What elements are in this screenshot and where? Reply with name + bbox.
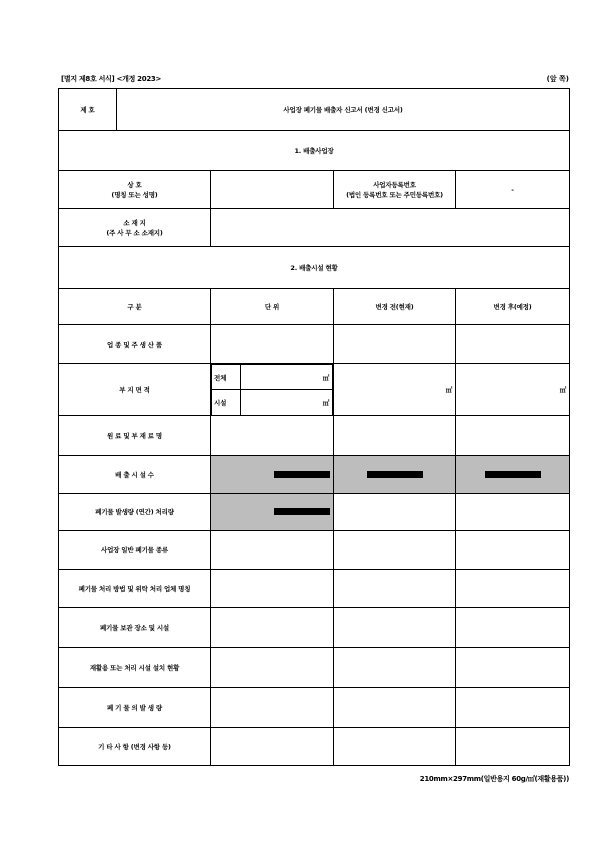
cell-unit[interactable] — [211, 569, 334, 607]
row-label: 기 타 사 항 (변경 사항 등) — [59, 727, 211, 765]
redaction-bar — [274, 471, 330, 478]
cell-before[interactable] — [334, 647, 456, 687]
cell-before[interactable] — [334, 569, 456, 607]
cell-unit-shaded — [211, 455, 334, 493]
cell-after[interactable] — [456, 607, 570, 647]
column-header-after: 변경 후(예정) — [456, 289, 570, 325]
row-label: 사업장 일반 폐기물 종류 — [59, 530, 211, 569]
cell-before[interactable]: ㎡ — [334, 364, 456, 416]
cell-after[interactable] — [456, 325, 570, 364]
form-number: [별지 제8호 서식] <개정 2023> — [61, 75, 162, 83]
row-label: 폐기물 발생량 (연간) 처리량 — [59, 493, 211, 530]
cell-unit[interactable] — [211, 727, 334, 765]
row-label: 재활용 또는 처리 시설 설치 현황 — [59, 647, 211, 687]
cell-before[interactable] — [334, 727, 456, 765]
cell-before[interactable] — [334, 687, 456, 727]
row-label: 배 출 시 설 수 — [59, 455, 211, 493]
cell-unit-split — [211, 364, 334, 416]
sub-unit-facility[interactable]: ㎡ — [241, 390, 333, 415]
receipt-number-label: 제 호 — [59, 89, 117, 131]
cell-unit[interactable] — [211, 647, 334, 687]
cell-after[interactable] — [456, 727, 570, 765]
cell-unit[interactable] — [211, 687, 334, 727]
business-name-value[interactable] — [211, 171, 334, 209]
address-label: 소 재 지 (주 사 무 소 소재지) — [59, 209, 211, 247]
cell-after[interactable] — [456, 647, 570, 687]
column-header-unit: 단 위 — [211, 289, 334, 325]
business-name-label: 상 호 (명칭 또는 성명) — [59, 171, 211, 209]
row-label: 폐 기 물 의 발 생 량 — [59, 687, 211, 727]
column-header-before: 변경 전(현재) — [334, 289, 456, 325]
cell-unit[interactable] — [211, 607, 334, 647]
sub-label-facility: 시설 — [212, 390, 241, 415]
cell-unit[interactable] — [211, 415, 334, 455]
cell-after[interactable] — [456, 687, 570, 727]
cell-after[interactable] — [456, 415, 570, 455]
address-value[interactable] — [211, 209, 570, 247]
cell-after[interactable] — [456, 493, 570, 530]
row-label: 부 지 면 적 — [59, 364, 211, 416]
redaction-bar — [274, 508, 330, 515]
form-title: 사업장 폐기물 배출자 신고서 (변경 신고서) — [117, 89, 570, 131]
cell-before[interactable] — [334, 493, 456, 530]
cell-before-shaded — [334, 455, 456, 493]
row-label: 폐기물 처리 방법 및 위탁 처리 업체 명칭 — [59, 569, 211, 607]
column-header-item: 구 분 — [59, 289, 211, 325]
cell-after[interactable] — [456, 530, 570, 569]
cell-unit[interactable] — [211, 530, 334, 569]
row-label: 업 종 및 주 생 산 품 — [59, 325, 211, 364]
paper-size-note: 210mm×297mm(일반용지 60g/㎡(재활용품)) — [419, 775, 569, 783]
cell-before[interactable] — [334, 530, 456, 569]
cell-after[interactable] — [456, 569, 570, 607]
registration-number-label: 사업자등록번호 (법인 등록번호 또는 주민등록번호) — [334, 171, 456, 209]
cell-unit-shaded — [211, 493, 334, 530]
report-form-table — [58, 88, 570, 766]
registration-number-value[interactable]: - — [456, 171, 570, 209]
cell-before[interactable] — [334, 607, 456, 647]
section-2-heading: 2. 배출시설 현황 — [59, 247, 570, 289]
cell-unit[interactable] — [211, 325, 334, 364]
redaction-bar — [367, 471, 423, 478]
redaction-bar — [485, 471, 541, 478]
sub-unit-total[interactable]: ㎡ — [241, 365, 333, 390]
section-1-heading: 1. 배출사업장 — [59, 131, 570, 171]
sub-label-total: 전체 — [212, 365, 241, 390]
cell-after-shaded — [456, 455, 570, 493]
row-label: 원 료 및 부 재 료 명 — [59, 415, 211, 455]
page-indicator: (앞 쪽) — [546, 75, 569, 83]
row-label: 폐기물 보관 장소 및 시설 — [59, 607, 211, 647]
cell-before[interactable] — [334, 415, 456, 455]
cell-before[interactable] — [334, 325, 456, 364]
cell-after[interactable]: ㎡ — [456, 364, 570, 416]
